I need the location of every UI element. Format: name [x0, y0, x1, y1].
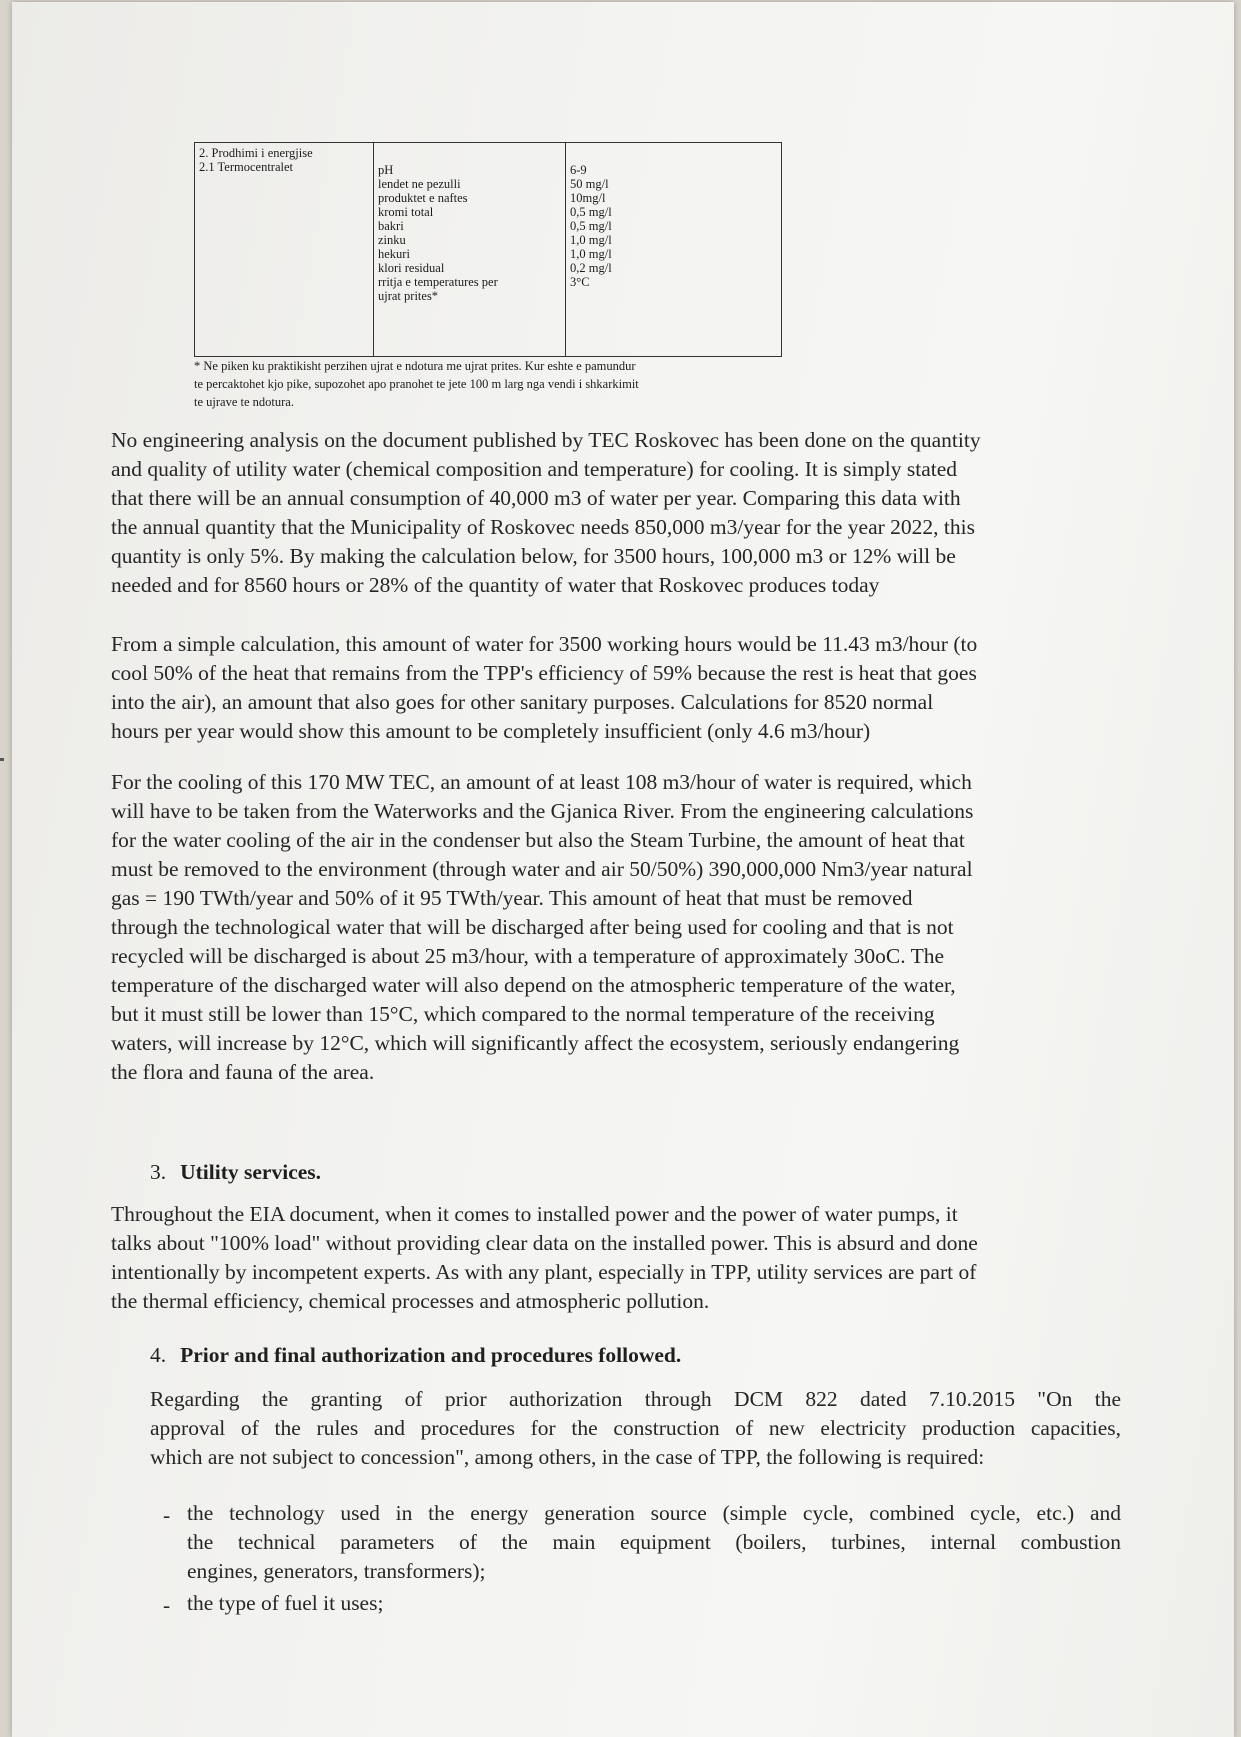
table-cell-text: rritja e temperatures per [378, 275, 498, 289]
table-cell-text: pH [378, 163, 394, 177]
margin-mark [0, 758, 4, 761]
bullet-item-fuel-type [187, 1589, 1121, 1618]
text-line: will have to be taken from the Waterworks and the Gjanica River. From the engineering calculations [111, 799, 974, 823]
bullet-item-technology [187, 1499, 1121, 1586]
paragraph-water-analysis [111, 426, 1126, 600]
table-cell-text: 3°C [570, 275, 590, 289]
text-line: No engineering analysis on the document published by TEC Roskovec has been done on the quantity [111, 428, 981, 452]
table-row [195, 143, 782, 357]
text-line: and quality of utility water (chemical composition and temperature) for cooling. It is simply stated [111, 457, 958, 481]
text-line: For the cooling of this 170 MW TEC, an amount of at least 108 m3/hour of water is required, which [111, 770, 972, 794]
table-cell-text: 6-9 [570, 163, 587, 177]
table-footnote [194, 357, 814, 411]
table-cell-text: 1,0 mg/l [570, 233, 612, 247]
text-line: talks about "100% load" without providing clear data on the installed power. This is absurd and done [111, 1231, 978, 1255]
table-cell-text: zinku [378, 233, 406, 247]
text-line: Throughout the EIA document, when it comes to installed power and the power of water pumps, it [111, 1202, 958, 1226]
table-cell-text: bakri [378, 219, 404, 233]
footnote-line: te ujrave te ndotura. [194, 395, 294, 409]
text-line: the thermal efficiency, chemical processes and atmospheric pollution. [111, 1289, 710, 1313]
paragraph-utility-services [111, 1200, 1126, 1316]
text-line: quantity is only 5%. By making the calculation below, for 3500 hours, 100,000 m3 or 12% will be [111, 544, 956, 568]
table-cell-text: lendet ne pezulli [378, 177, 461, 191]
bullet-marker: - [163, 1503, 171, 1527]
text-line: but it must still be lower than 15°C, which compared to the normal temperature of the receiving [111, 1002, 935, 1026]
section-heading-authorization [150, 1341, 681, 1370]
bullet-marker: - [163, 1593, 171, 1617]
pollutant-limits-table [194, 142, 782, 357]
footnote-line: te percaktohet kjo pike, supozohet apo pranohet te jete 100 m larg nga vendi i shkarkimit [194, 377, 639, 391]
text-line: into the air), an amount that also goes for other sanitary purposes. Calculations for 8520 normal [111, 690, 934, 714]
section-heading-utility-services [150, 1158, 321, 1187]
section-number: 4. [150, 1343, 167, 1367]
text-line: From a simple calculation, this amount of water for 3500 working hours would be 11.43 m3/hour (to [111, 632, 978, 656]
text-line: cool 50% of the heat that remains from the TPP's efficiency of 59% because the rest is heat that goes [111, 661, 977, 685]
section-title: Prior and final authorization and procedures followed. [180, 1343, 682, 1367]
paragraph-prior-authorization [150, 1385, 1121, 1472]
table-cell-text: kromi total [378, 205, 434, 219]
table-cell-text: 0,5 mg/l [570, 205, 612, 219]
table-cell-text: hekuri [378, 247, 410, 261]
table-cell-text: 0,2 mg/l [570, 261, 612, 275]
footnote-line: * Ne piken ku praktikisht perzihen ujrat e ndotura me ujrat prites. Kur eshte e pamundur [194, 359, 636, 373]
table-cell-text: klori residual [378, 261, 445, 275]
text-line: that there will be an annual consumption of 40,000 m3 of water per year. Comparing this data with [111, 486, 961, 510]
paragraph-simple-calculation [111, 630, 1126, 746]
table-cell-text: 50 mg/l [570, 177, 609, 191]
text-line: Regarding the granting of prior authorization through DCM 822 dated 7.10.2015 "On the [150, 1387, 1121, 1411]
paragraph-cooling [111, 768, 1126, 1087]
text-line: hours per year would show this amount to be completely insufficient (only 4.6 m3/hour) [111, 719, 871, 743]
text-line: for the water cooling of the air in the condenser but also the Steam Turbine, the amount of heat that [111, 828, 965, 852]
text-line: approval of the rules and procedures for the construction of new electricity production capacities, [150, 1416, 1121, 1440]
text-line: the technology used in the energy generation source (simple cycle, combined cycle, etc.) and [187, 1501, 1121, 1525]
text-line: which are not subject to concession", among others, in the case of TPP, the following is required: [150, 1445, 985, 1469]
text-line: gas = 190 TWth/year and 50% of it 95 TWth/year. This amount of heat that must be removed [111, 886, 913, 910]
table-cell-text: 2.1 Termocentralet [199, 160, 293, 174]
text-line: must be removed to the environment (through water and air 50/50%) 390,000,000 Nm3/year natural [111, 857, 973, 881]
text-line: recycled will be discharged is about 25 m3/hour, with a temperature of approximately 30oC. The [111, 944, 945, 968]
text-line: the flora and fauna of the area. [111, 1060, 375, 1084]
text-line: needed and for 8560 hours or 28% of the quantity of water that Roskovec produces today [111, 573, 880, 597]
text-line: the type of fuel it uses; [187, 1591, 384, 1615]
text-line: through the technological water that will be discharged after being used for cooling and that is not [111, 915, 954, 939]
text-line: the technical parameters of the main equipment (boilers, turbines, internal combustion [187, 1530, 1121, 1554]
table-cell-text: ujrat prites* [378, 289, 439, 303]
table-cell-text: 10mg/l [570, 191, 606, 205]
parameter-cell [374, 143, 566, 357]
sector-cell [195, 143, 374, 357]
table-cell-text: 1,0 mg/l [570, 247, 612, 261]
text-line: waters, will increase by 12°C, which will significantly affect the ecosystem, seriously endangering [111, 1031, 960, 1055]
section-number: 3. [150, 1160, 167, 1184]
text-line: temperature of the discharged water will also depend on the atmospheric temperature of the water, [111, 973, 956, 997]
table-cell-text: 0,5 mg/l [570, 219, 612, 233]
table-cell-text: 2. Prodhimi i energjise [199, 146, 313, 160]
section-title: Utility services. [180, 1160, 322, 1184]
text-line: intentionally by incompetent experts. As with any plant, especially in TPP, utility services are part of [111, 1260, 977, 1284]
text-line: engines, generators, transformers); [187, 1559, 486, 1583]
limit-value-cell [566, 143, 782, 357]
text-line: the annual quantity that the Municipality of Roskovec needs 850,000 m3/year for the year 2022, this [111, 515, 975, 539]
table-cell-text: produktet e naftes [378, 191, 468, 205]
